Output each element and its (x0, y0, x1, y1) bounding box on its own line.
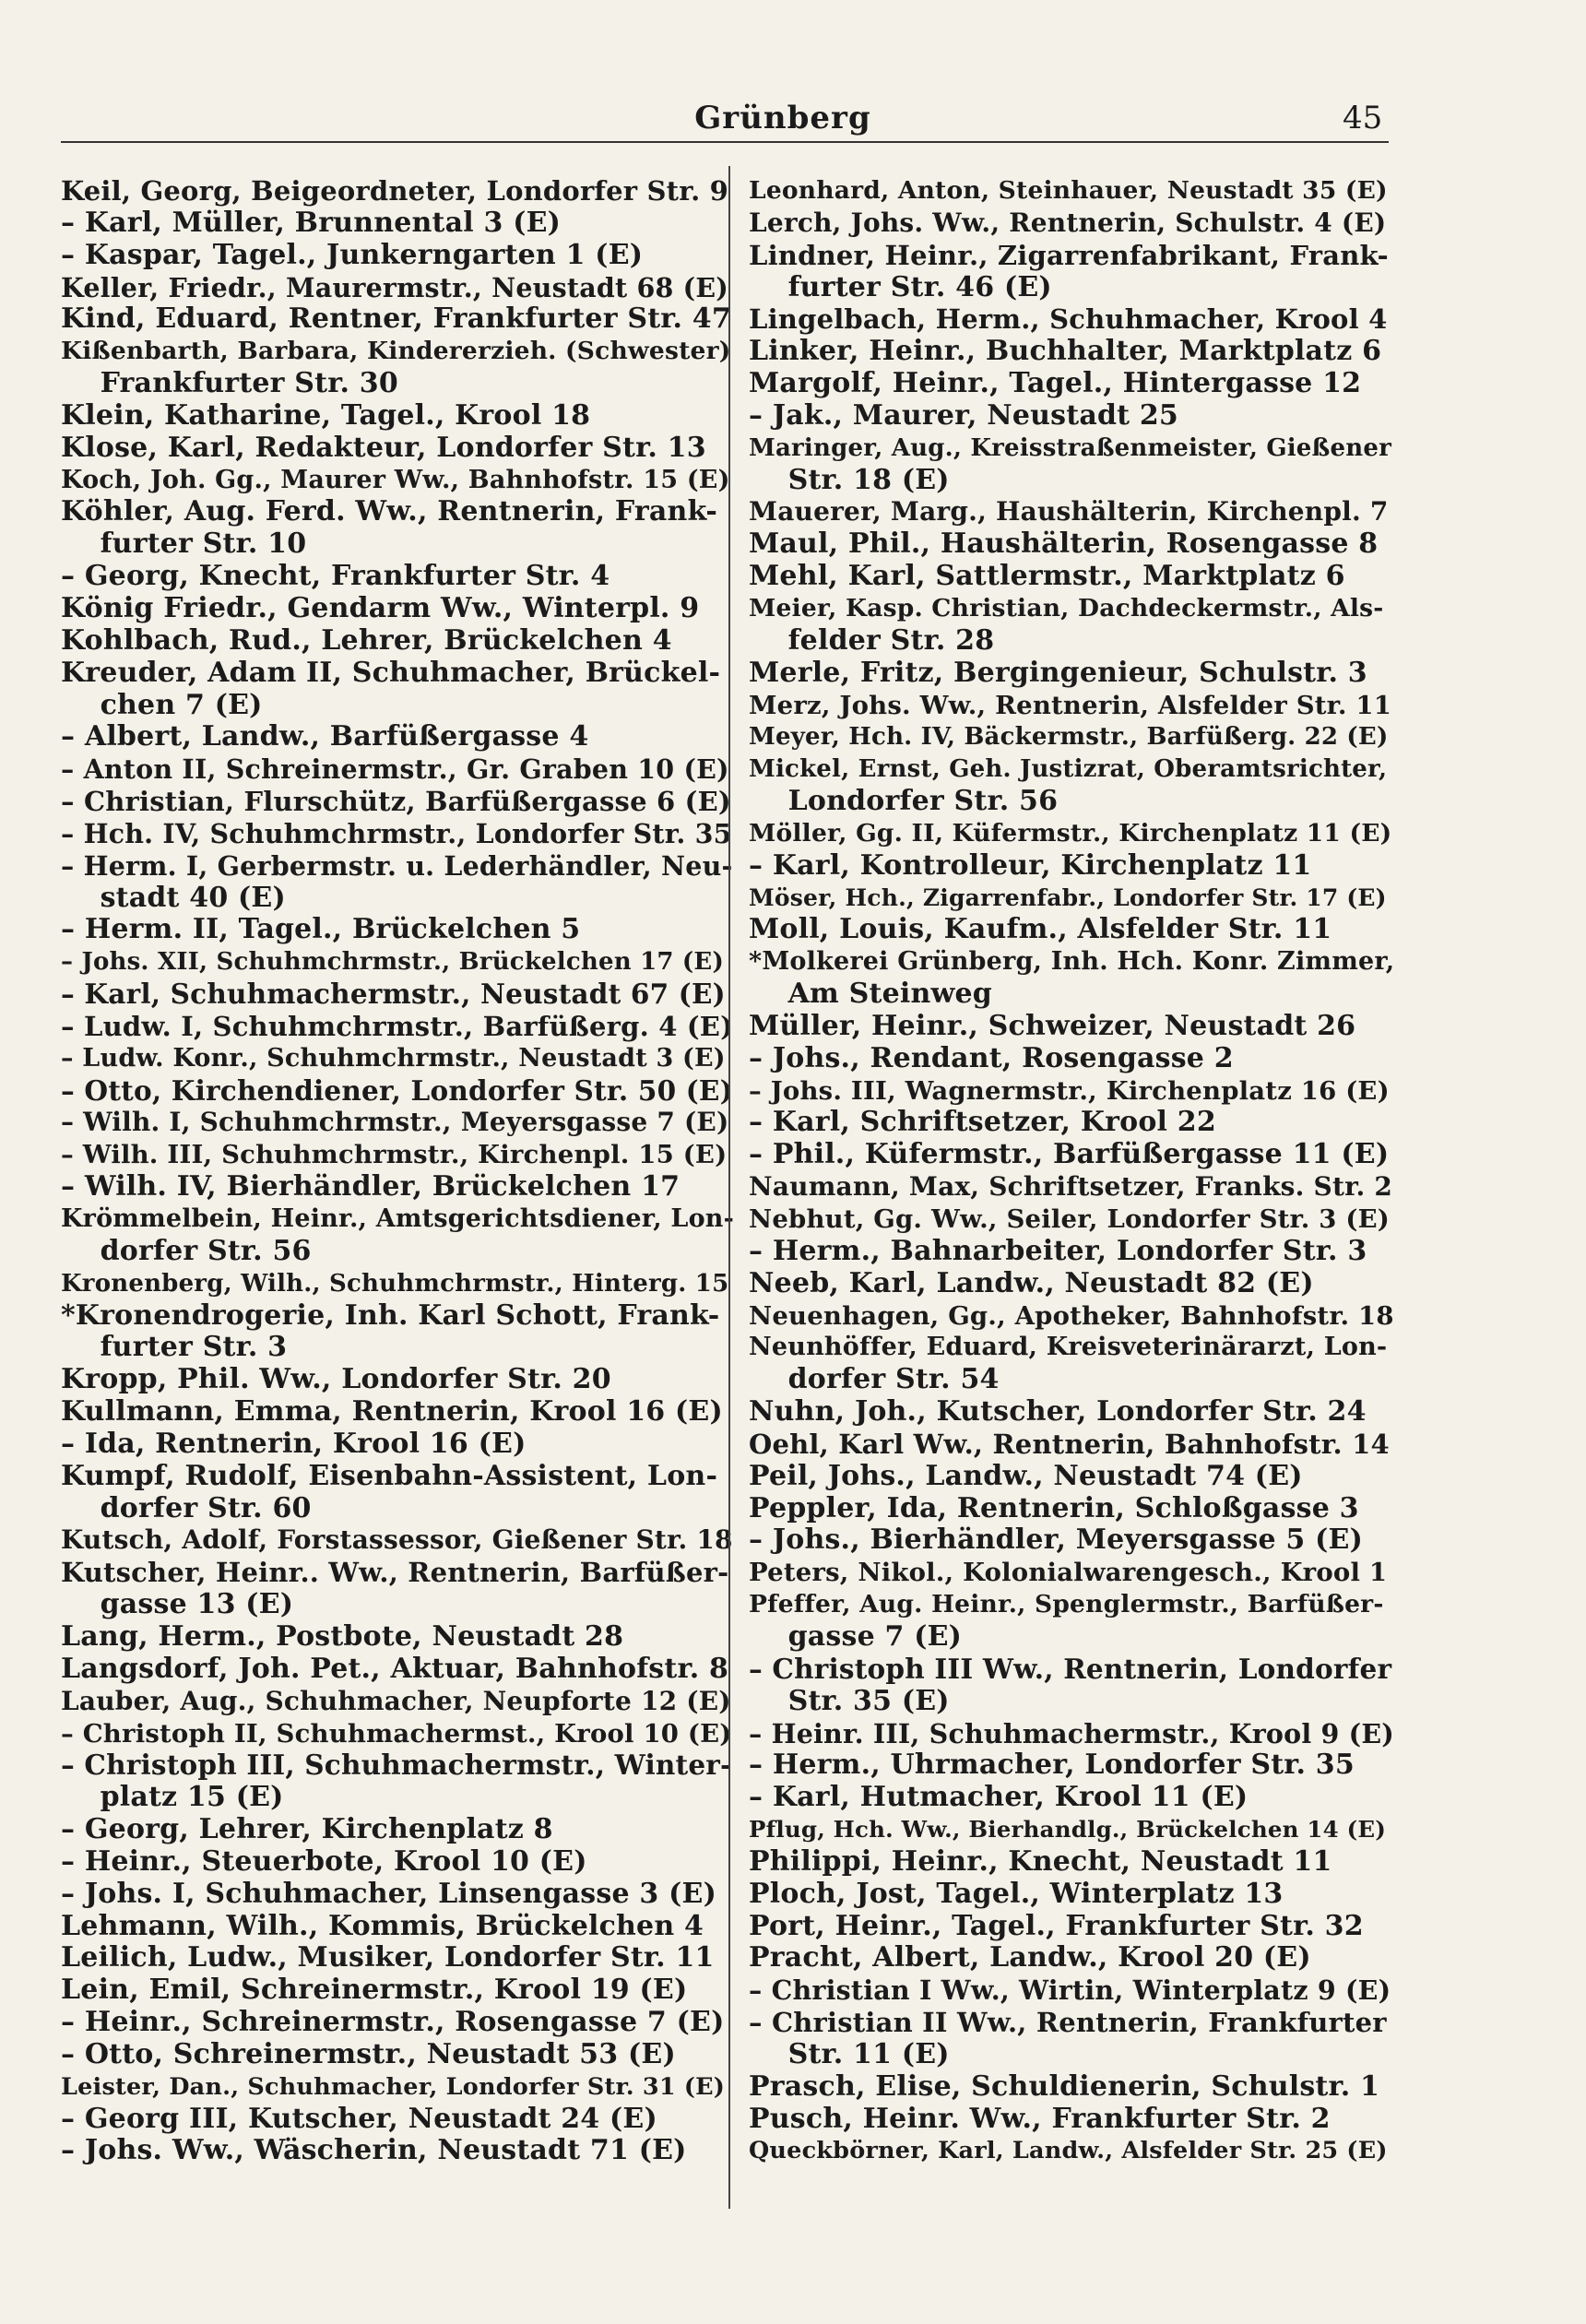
directory-entry: Koch, Joh. Gg., Maurer Ww., Bahnhofstr. 15 (E) (61, 465, 730, 494)
directory-entry: platz 15 (E) (61, 1781, 284, 1814)
directory-entry: Peil, Johs., Landw., Neustadt 74 (E) (749, 1459, 1303, 1492)
directory-entry: – Christian, Flurschütz, Barfüßergasse 6 (E) (61, 786, 731, 818)
directory-entry: Mauerer, Marg., Haushälterin, Kirchenpl. 7 (749, 496, 1389, 528)
directory-entry: – Herm., Uhrmacher, Londorfer Str. 35 (749, 1749, 1355, 1782)
directory-entry: – Wilh. III, Schuhmchrmstr., Kirchenpl. 15 (E) (61, 1140, 728, 1170)
directory-entry: Am Steinweg (749, 978, 992, 1011)
directory-entry: Köhler, Aug. Ferd. Ww., Rentnerin, Frank- (61, 495, 717, 528)
directory-entry: Langsdorf, Joh. Pet., Aktuar, Bahnhofstr. 8 (61, 1652, 729, 1685)
directory-entry: Meier, Kasp. Christian, Dachdeckermstr., Als- (749, 593, 1384, 622)
directory-entry: furter Str. 3 (61, 1331, 288, 1364)
directory-entry: Margolf, Heinr., Tagel., Hintergasse 12 (749, 367, 1362, 400)
directory-entry: Frankfurter Str. 30 (61, 367, 398, 400)
directory-entry: Linker, Heinr., Buchhalter, Marktplatz 6 (749, 335, 1382, 368)
directory-entry: – Wilh. IV, Bierhändler, Brückelchen 17 (61, 1170, 681, 1204)
directory-entry: – Anton II, Schreinermstr., Gr. Graben 10 (E) (61, 753, 729, 786)
directory-entry: Lang, Herm., Postbote, Neustadt 28 (61, 1619, 624, 1653)
directory-entry: dorfer Str. 56 (61, 1234, 312, 1267)
directory-entry: – Herm. II, Tagel., Brückelchen 5 (61, 913, 581, 946)
directory-entry: Mickel, Ernst, Geh. Justizrat, Oberamtsrichter, (749, 755, 1388, 784)
directory-entry: – Heinr., Steuerbote, Krool 10 (E) (61, 1844, 587, 1878)
directory-entry: Queckbörner, Karl, Landw., Alsfelder Str. 25 (E) (749, 2137, 1388, 2165)
directory-entry: Pflug, Hch. Ww., Bierhandlg., Brückelchen 14 (E) (749, 1816, 1387, 1844)
directory-entry: – Johs. Ww., Wäscherin, Neustadt 71 (E) (61, 2134, 687, 2167)
directory-entry: Lerch, Johs. Ww., Rentnerin, Schulstr. 4 (E) (749, 207, 1387, 238)
directory-entry: Kropp, Phil. Ww., Londorfer Str. 20 (61, 1363, 611, 1396)
directory-entry: – Karl, Kontrolleur, Kirchenplatz 11 (749, 848, 1312, 882)
directory-entry: – Karl, Hutmacher, Krool 11 (E) (749, 1781, 1249, 1814)
directory-entry: – Georg, Lehrer, Kirchenplatz 8 (61, 1813, 553, 1846)
directory-entry: Kronenberg, Wilh., Schuhmchrmstr., Hinterg. 15 (61, 1269, 729, 1298)
directory-entry: furter Str. 10 (61, 528, 307, 561)
directory-entry: Keil, Georg, Beigeordneter, Londorfer Str. 9 (61, 175, 729, 207)
directory-entry: – Karl, Müller, Brunnental 3 (E) (61, 206, 562, 239)
directory-entry: Lindner, Heinr., Zigarrenfabrikant, Frank- (749, 239, 1389, 271)
directory-entry: – Herm., Bahnarbeiter, Londorfer Str. 3 (749, 1234, 1367, 1267)
directory-entry: Neunhöffer, Eduard, Kreisveterinärarzt, Lon- (749, 1333, 1388, 1362)
directory-entry: – Christian I Ww., Wirtin, Winterplatz 9 (E) (749, 1974, 1391, 2007)
directory-entry: Klose, Karl, Redakteur, Londorfer Str. 13 (61, 431, 706, 464)
directory-entry: Lehmann, Wilh., Kommis, Brückelchen 4 (61, 1909, 704, 1942)
directory-entry: Kind, Eduard, Rentner, Frankfurter Str. 47 (61, 302, 731, 336)
directory-entry: Leister, Dan., Schuhmacher, Londorfer Str. 31 (E) (61, 2072, 726, 2101)
directory-entry: Neuenhagen, Gg., Apotheker, Bahnhofstr. 18 (749, 1300, 1394, 1331)
directory-entry: Str. 18 (E) (749, 463, 950, 496)
directory-entry: – Johs., Rendant, Rosengasse 2 (749, 1041, 1234, 1074)
directory-entry: Ploch, Jost, Tagel., Winterplatz 13 (749, 1877, 1284, 1910)
directory-entry: – Johs., Bierhändler, Meyersgasse 5 (E) (749, 1524, 1363, 1557)
directory-entry: Klein, Katharine, Tagel., Krool 18 (61, 398, 591, 432)
directory-entry: Keller, Friedr., Maurermstr., Neustadt 68 (E) (61, 271, 728, 303)
directory-entry: Kutscher, Heinr.. Ww., Rentnerin, Barfüßer- (61, 1557, 729, 1589)
directory-entry: Prasch, Elise, Schuldienerin, Schulstr. 1 (749, 2069, 1380, 2103)
right-column (749, 175, 1394, 2167)
directory-entry: stadt 40 (E) (61, 881, 286, 914)
directory-entry: Meyer, Hch. IV, Bäckermstr., Barfüßerg. 22 (E) (749, 723, 1389, 752)
column-divider (728, 166, 730, 2209)
directory-entry: Möller, Gg. II, Küfermstr., Kirchenplatz 11 (E) (749, 818, 1392, 848)
directory-entry: Londorfer Str. 56 (749, 785, 1059, 818)
directory-entry: – Karl, Schuhmachermstr., Neustadt 67 (E) (61, 978, 726, 1011)
directory-entry: – Otto, Schreinermstr., Neustadt 53 (E) (61, 2037, 676, 2070)
directory-entry: Kohlbach, Rud., Lehrer, Brückelchen 4 (61, 623, 672, 657)
directory-entry: – Heinr., Schreinermstr., Rosengasse 7 (E) (61, 2006, 725, 2039)
directory-entry: – Johs. XII, Schuhmchrmstr., Brückelchen 17 (E) (61, 948, 724, 977)
directory-entry: Neeb, Karl, Landw., Neustadt 82 (E) (749, 1266, 1314, 1299)
directory-entry: – Karl, Schriftsetzer, Krool 22 (749, 1106, 1216, 1139)
directory-entry: Kreuder, Adam II, Schuhmacher, Brückel- (61, 656, 721, 689)
directory-entry: Pracht, Albert, Landw., Krool 20 (E) (749, 1941, 1311, 1974)
directory-entry: – Kaspar, Tagel., Junkerngarten 1 (E) (61, 238, 644, 271)
directory-entry: Moll, Louis, Kaufm., Alsfelder Str. 11 (749, 913, 1332, 946)
directory-entry: Leonhard, Anton, Steinhauer, Neustadt 35 (E) (749, 176, 1388, 205)
directory-entry: Philippi, Heinr., Knecht, Neustadt 11 (749, 1844, 1332, 1878)
directory-entry: – Albert, Landw., Barfüßergasse 4 (61, 720, 589, 753)
directory-entry: Lauber, Aug., Schuhmacher, Neupforte 12 (E) (61, 1685, 731, 1716)
directory-entry: dorfer Str. 60 (61, 1491, 312, 1524)
directory-entry: – Otto, Kirchendiener, Londorfer Str. 50 (E) (61, 1073, 733, 1107)
left-column (61, 175, 734, 2167)
directory-entry: Merz, Johs. Ww., Rentnerin, Alsfelder Str. 11 (749, 690, 1392, 720)
directory-entry: *Kronendrogerie, Inh. Karl Schott, Frank- (61, 1298, 720, 1332)
directory-entry: – Christoph III, Schuhmachermstr., Winter- (61, 1749, 732, 1782)
directory-entry: Maringer, Aug., Kreisstraßenmeister, Gießener (749, 433, 1391, 462)
directory-entry: Port, Heinr., Tagel., Frankfurter Str. 32 (749, 1909, 1364, 1942)
directory-entry: Str. 35 (E) (749, 1684, 950, 1717)
directory-entry: – Christoph II, Schuhmachermst., Krool 10 (E) (61, 1718, 732, 1749)
directory-entry: – Georg, Knecht, Frankfurter Str. 4 (61, 560, 610, 593)
directory-entry: Nuhn, Joh., Kutscher, Londorfer Str. 24 (749, 1395, 1367, 1429)
directory-entry: – Christian II Ww., Rentnerin, Frankfurter (749, 2007, 1387, 2039)
directory-entry: – Hch. IV, Schuhmchrmstr., Londorfer Str. 35 (61, 817, 732, 849)
directory-entry: Lein, Emil, Schreinermstr., Krool 19 (E) (61, 1974, 688, 2007)
directory-entry: Müller, Heinr., Schweizer, Neustadt 26 (749, 1009, 1356, 1042)
directory-entry: – Ida, Rentnerin, Krool 16 (E) (61, 1427, 527, 1460)
directory-entry: Peters, Nikol., Kolonialwarengesch., Krool 1 (749, 1558, 1388, 1588)
directory-entry: Maul, Phil., Haushälterin, Rosengasse 8 (749, 528, 1379, 561)
directory-entry: Oehl, Karl Ww., Rentnerin, Bahnhofstr. 14 (749, 1428, 1390, 1460)
directory-entry: Lingelbach, Herm., Schuhmacher, Krool 4 (749, 303, 1388, 336)
directory-entry: Pfeffer, Aug. Heinr., Spenglermstr., Barfüßer- (749, 1590, 1384, 1619)
directory-entry: gasse 13 (E) (61, 1588, 294, 1621)
directory-entry: Merle, Fritz, Bergingenieur, Schulstr. 3 (749, 656, 1367, 689)
directory-entry: Krömmelbein, Heinr., Amtsgerichtsdiener, Lon- (61, 1204, 735, 1233)
directory-entry: Naumann, Max, Schriftsetzer, Franks. Str. 2 (749, 1171, 1393, 1203)
directory-entry: – Johs. I, Schuhmacher, Linsengasse 3 (E) (61, 1877, 716, 1910)
directory-entry: chen 7 (E) (61, 688, 263, 721)
directory-entry: – Phil., Küfermstr., Barfüßergasse 11 (E) (749, 1138, 1390, 1171)
directory-entry: – Georg III, Kutscher, Neustadt 24 (E) (61, 2102, 657, 2135)
directory-entry: – Johs. III, Wagnermstr., Kirchenplatz 16 (E) (749, 1075, 1390, 1106)
directory-entry: – Ludw. I, Schuhmchrmstr., Barfüßerg. 4 (E) (61, 1010, 734, 1042)
directory-entry: König Friedr., Gendarm Ww., Winterpl. 9 (61, 591, 700, 624)
directory-entry: Leilich, Ludw., Musiker, Londorfer Str. 11 (61, 1941, 715, 1974)
directory-entry: gasse 7 (E) (749, 1619, 963, 1653)
directory-entry: Mehl, Karl, Sattlermstr., Marktplatz 6 (749, 560, 1345, 593)
directory-entry: – Ludw. Konr., Schuhmchrmstr., Neustadt 3 (E) (61, 1043, 726, 1073)
directory-entry: Nebhut, Gg. Ww., Seiler, Londorfer Str. 3 (E) (749, 1204, 1390, 1234)
directory-entry: – Wilh. I, Schuhmchrmstr., Meyersgasse 7 (E) (61, 1107, 729, 1138)
directory-entry: Kumpf, Rudolf, Eisenbahn-Assistent, Lon- (61, 1459, 718, 1492)
directory-entry: Pusch, Heinr. Ww., Frankfurter Str. 2 (749, 2102, 1331, 2135)
directory-entry: – Herm. I, Gerbermstr. u. Lederhändler, Neu- (61, 849, 733, 882)
page-number: 45 (1343, 100, 1383, 136)
directory-entry: – Christoph III Ww., Rentnerin, Londorfer (749, 1652, 1392, 1685)
directory-entry: furter Str. 46 (E) (749, 270, 1052, 303)
directory-entry: Möser, Hch., Zigarrenfabr., Londorfer Str. 17 (E) (749, 883, 1387, 911)
directory-entry: felder Str. 28 (749, 623, 995, 657)
header-rule (61, 141, 1389, 143)
directory-entry: Kutsch, Adolf, Forstassessor, Gießener Str. 18 (61, 1524, 733, 1556)
directory-entry: – Heinr. III, Schuhmachermstr., Krool 9 (E) (749, 1717, 1394, 1749)
directory-entry: dorfer Str. 54 (749, 1363, 1000, 1396)
directory-entry: Kißenbarth, Barbara, Kindererzieh. (Schwester) (61, 337, 731, 366)
directory-entry: Str. 11 (E) (749, 2037, 950, 2070)
directory-entry: – Jak., Maurer, Neustadt 25 (749, 398, 1178, 432)
page-title: Grünberg (694, 100, 871, 136)
directory-entry: *Molkerei Grünberg, Inh. Hch. Konr. Zimmer, (749, 947, 1395, 977)
directory-entry: Kullmann, Emma, Rentnerin, Krool 16 (E) (61, 1395, 723, 1429)
directory-entry: Peppler, Ida, Rentnerin, Schloßgasse 3 (749, 1491, 1359, 1524)
